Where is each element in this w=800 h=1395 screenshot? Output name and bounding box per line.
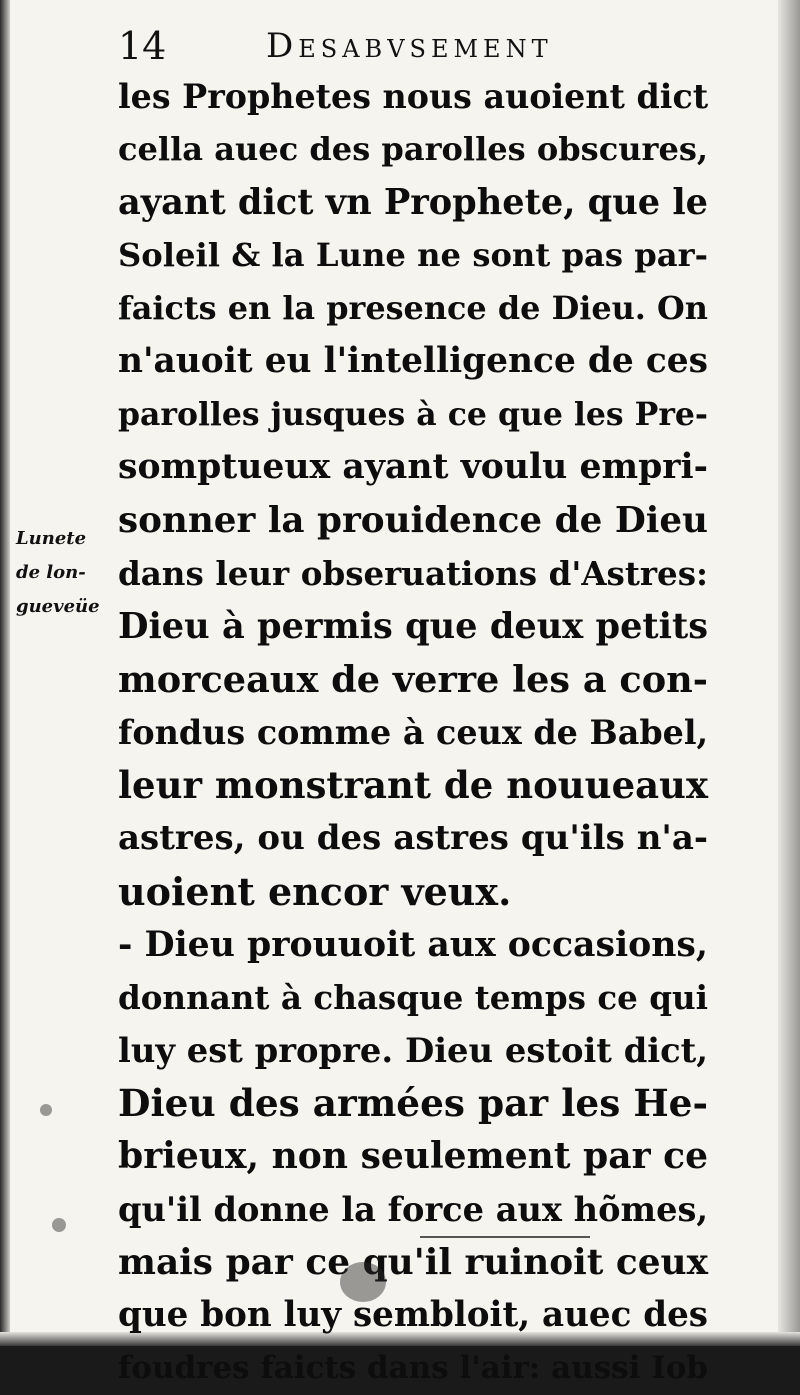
- margin-note-line: gueveüe: [16, 596, 100, 617]
- page-number: 14: [118, 24, 167, 68]
- printed-rule: [420, 1236, 590, 1238]
- text-line: Dieu à permis que deux petits: [118, 606, 708, 647]
- text-line: luy est propre. Dieu estoit dict,: [118, 1030, 708, 1070]
- text-line: brieux, non seulement par ce: [118, 1135, 708, 1177]
- margin-note: [16, 522, 126, 624]
- text-line: cella auec des parolles obscures,: [118, 130, 709, 168]
- page-edge-left: [0, 0, 10, 1346]
- text-line: uoient encor veux.: [118, 869, 512, 914]
- page-edge-right: [778, 0, 800, 1346]
- text-line: leur monstrant de nouueaux: [118, 763, 708, 807]
- ink-blot: [52, 1218, 66, 1232]
- text-line: que bon luy sembloit, auec des: [118, 1295, 708, 1335]
- ink-blot: [40, 1104, 52, 1116]
- text-line: dans leur obseruations d'Astres:: [118, 554, 708, 593]
- text-line: parolles jusques à ce que les Pre-: [118, 396, 708, 433]
- margin-note-line: Lunete: [16, 528, 87, 549]
- text-line: ayant dict vn Prophete, que le: [118, 182, 709, 223]
- ink-blot: [340, 1262, 386, 1302]
- text-line: - Dieu prouuoit aux occasions,: [118, 924, 708, 965]
- running-head: [118, 22, 718, 72]
- text-line: somptueux ayant voulu empri-: [118, 447, 708, 487]
- margin-note-line: de lon-: [16, 562, 86, 583]
- text-line: mais par ce qu'il ruinoit ceux: [118, 1241, 708, 1283]
- text-line: astres, ou des astres qu'ils n'a-: [118, 818, 708, 858]
- text-line: Soleil & la Lune ne sont pas par-: [118, 236, 708, 274]
- text-line: n'auoit eu l'intelligence de ces: [118, 341, 708, 381]
- body-text: [118, 70, 708, 1395]
- text-line: morceaux de verre les a con-: [118, 658, 708, 701]
- text-line: Dieu des armées par les He-: [118, 1081, 708, 1125]
- text-line: fondus comme à ceux de Babel,: [118, 713, 709, 752]
- text-line: donnant à chasque temps ce qui: [118, 978, 708, 1017]
- text-line: les Prophetes nous auoient dict: [118, 77, 709, 116]
- running-title: Desabvsement: [266, 26, 553, 66]
- text-line: foudres faicts dans l'air: aussi Iob: [118, 1350, 708, 1386]
- text-line: sonner la prouidence de Dieu: [118, 499, 708, 541]
- text-line: faicts en la presence de Dieu. On: [118, 289, 708, 327]
- text-line: qu'il donne la force aux hõmes,: [118, 1189, 709, 1229]
